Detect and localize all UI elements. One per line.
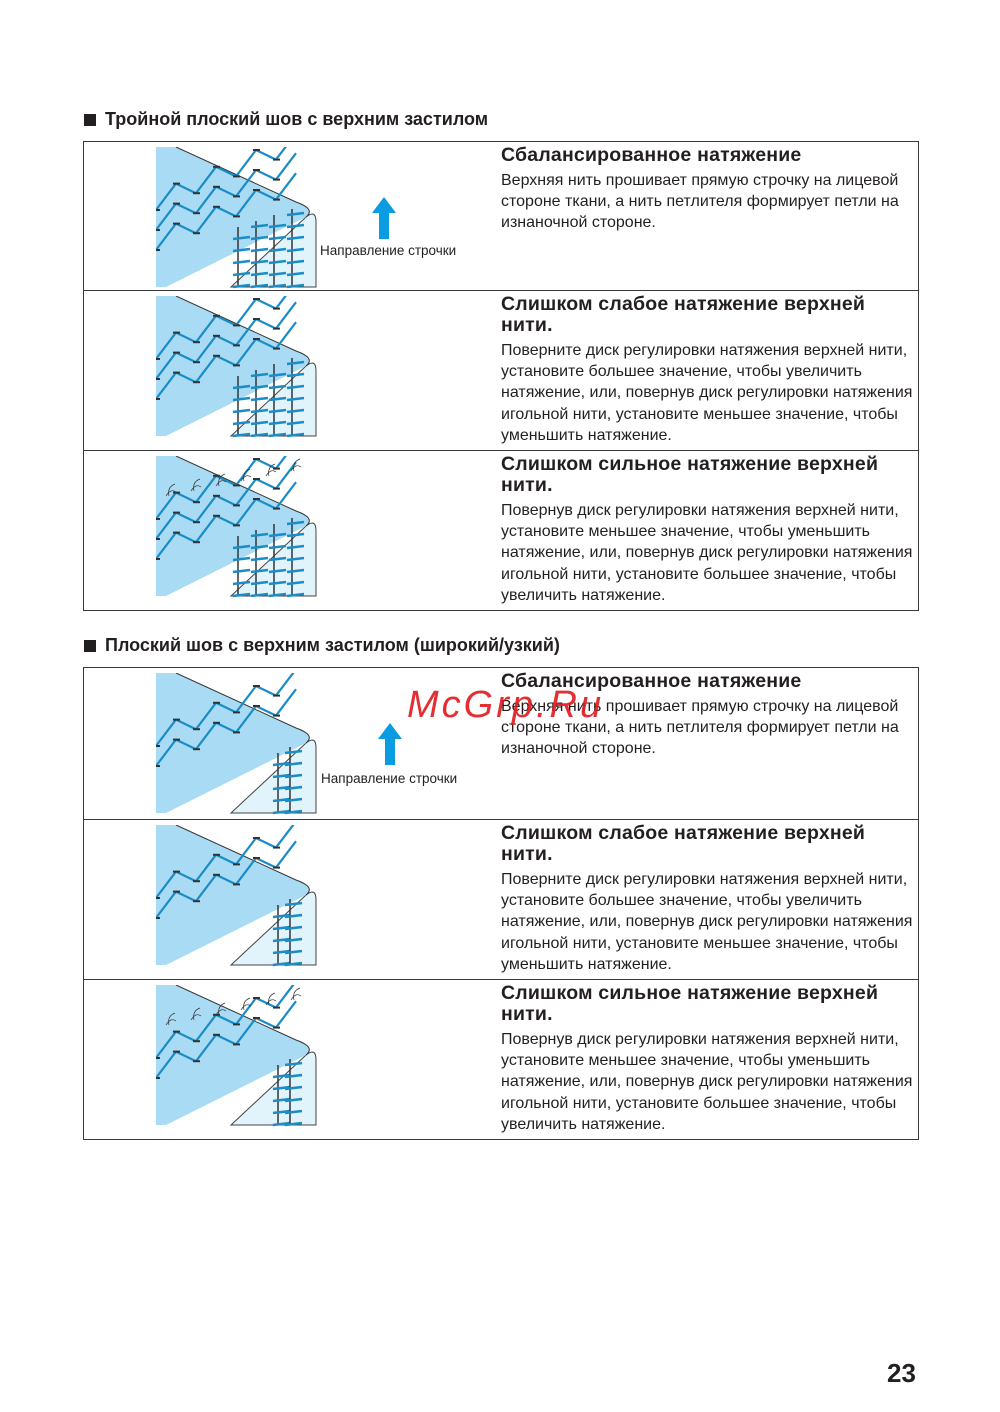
row-body: Поверните диск регулировки натяжения верхней нити, установите большее значение, чтобы увеличить натяжение, или, повернув диск регулировки натяжения игольной нити, установите меньшее значение, чтобы уменьшить натяжение.	[501, 342, 913, 444]
stitch-thread	[256, 319, 276, 329]
arrow-up-icon	[372, 197, 396, 239]
row-body: Повернув диск регулировки натяжения верхней нити, установите меньшее значение, чтобы уменьшить натяжение, или, повернув диск регулировки натяжения игольной нити, установите большее значение, чтобы увеличить натяжение.	[501, 1031, 913, 1133]
stitch-thread	[256, 838, 276, 848]
stitch-illustration	[156, 985, 321, 1127]
direction-label: Направление строчки	[320, 243, 457, 258]
watermark: McGrp.Ru	[407, 684, 605, 726]
bullet-square-icon	[84, 114, 96, 126]
bullet-square-icon	[84, 640, 96, 652]
stitch-illustration	[156, 673, 321, 815]
arrow-up-icon	[378, 723, 402, 765]
row-heading: Сбалансированное натяжение	[501, 670, 802, 692]
section-title	[84, 109, 488, 130]
stitch-thread	[256, 170, 276, 180]
row-body: Поверните диск регулировки натяжения верхней нити, установите большее значение, чтобы увеличить натяжение, или, повернув диск регулировки натяжения игольной нити, установите меньшее значение, чтобы уменьшить натяжение.	[501, 871, 913, 973]
row-body: Верхняя нить прошивает прямую строчку на лицевой стороне ткани, а нить петлителя формирует петли на изнаночной стороне.	[501, 172, 899, 232]
row-body: Верхняя нить прошивает прямую строчку на лицевой стороне ткани, а нить петлителя формирует петли на изнаночной стороне.	[501, 698, 899, 758]
row-heading: Сбалансированное натяжение	[501, 144, 802, 166]
stitch-illustration	[156, 147, 321, 289]
table-row	[84, 979, 918, 1139]
stitch-table	[83, 667, 919, 1140]
table-row	[84, 450, 918, 610]
row-heading: Слишком слабое натяжение верхней нити.	[501, 822, 866, 865]
row-heading: Слишком слабое натяжение верхней нити.	[501, 293, 866, 336]
table-row	[84, 290, 918, 450]
table-row	[84, 819, 918, 979]
stitch-thread	[256, 459, 276, 469]
section-title	[84, 635, 560, 656]
stitch-table	[83, 141, 919, 611]
row-heading: Слишком сильное натяжение верхней нити.	[501, 453, 879, 496]
row-body: Повернув диск регулировки натяжения верхней нити, установите меньшее значение, чтобы уменьшить натяжение, или, повернув диск регулировки натяжения игольной нити, установите большее значение, чтобы увеличить натяжение.	[501, 502, 913, 604]
direction-label: Направление строчки	[321, 771, 458, 786]
page-number: 23	[887, 1358, 916, 1388]
stitch-illustration	[156, 825, 321, 967]
stitch-thread	[256, 299, 276, 309]
section-title-text: Тройной плоский шов с верхним застилом	[105, 109, 489, 129]
stitch-illustration	[156, 296, 321, 438]
stitch-illustration	[156, 456, 321, 598]
table-row	[84, 142, 918, 290]
section-title-text: Плоский шов с верхним застилом (широкий/узкий)	[105, 635, 560, 655]
stitch-thread	[256, 150, 276, 160]
stitch-thread	[256, 686, 276, 696]
row-heading: Слишком сильное натяжение верхней нити.	[501, 982, 879, 1025]
stitch-thread	[256, 479, 276, 489]
